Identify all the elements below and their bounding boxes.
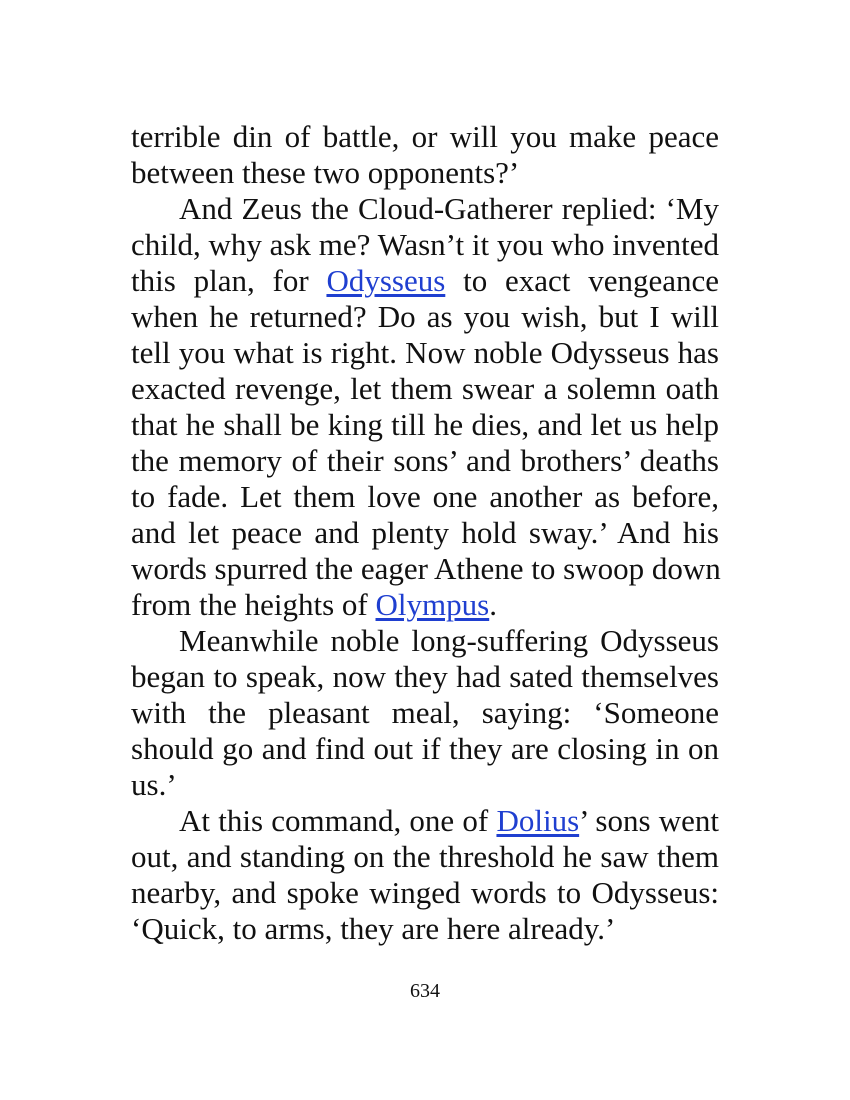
text-span: between these two opponents?’ [131,155,520,190]
text-line [131,803,719,839]
text-span: to fade. Let them love one another as before, [131,479,719,514]
text-span: . [489,587,497,622]
text-span: should go and find out if they are closing in on [131,731,719,766]
text-line [131,155,719,191]
text-span: At this command, one of [179,803,497,838]
text-span: tell you what is right. Now noble Odysseus has [131,335,719,370]
text-line [131,263,719,299]
page-number: 634 [410,980,440,1002]
text-span: when he returned? Do as you wish, but I will [131,299,719,334]
text-span: to exact vengeance [445,263,719,298]
text-span: the memory of their sons’ and brothers’ deaths [131,443,719,478]
text-line [131,371,719,407]
text-span: terrible din of battle, or will you make peace [131,119,719,154]
text-line [131,839,719,875]
text-line [131,587,719,623]
text-span: words spurred the eager Athene to swoop down [131,551,721,586]
text-line [131,443,719,479]
text-line [131,299,719,335]
text-span: with the pleasant meal, saying: ‘Someone [131,695,719,730]
text-line [131,875,719,911]
text-line [131,227,719,263]
text-line [131,695,719,731]
text-span: nearby, and spoke winged words to Odysseus: [131,875,719,910]
text-line [131,191,719,227]
text-line [131,479,719,515]
text-line [131,623,719,659]
body-text [131,119,719,947]
text-line [131,335,719,371]
text-span: ‘Quick, to arms, they are here already.’ [131,911,616,946]
text-line [131,911,719,947]
text-line [131,515,719,551]
text-span: from the heights of [131,587,376,622]
text-line [131,407,719,443]
text-span: began to speak, now they had sated themselves [131,659,719,694]
text-line [131,767,719,803]
text-span: us.’ [131,767,177,802]
text-line [131,731,719,767]
text-span: child, why ask me? Wasn’t it you who invented [131,227,719,262]
link-olympus[interactable]: Olympus [375,587,490,622]
text-span: exacted revenge, let them swear a solemn oath [131,371,719,406]
text-span: ’ sons went [579,803,719,838]
text-line [131,119,719,155]
text-span: out, and standing on the threshold he saw them [131,839,719,874]
text-span: and let peace and plenty hold sway.’ And his [131,515,719,550]
text-span: that he shall be king till he dies, and let us help [131,407,719,442]
link-odysseus[interactable]: Odysseus [326,263,446,298]
text-line [131,659,719,695]
text-line [131,551,719,587]
text-span: this plan, for [131,263,327,298]
text-span: And Zeus the Cloud-Gatherer replied: ‘My [179,191,719,226]
link-dolius[interactable]: Dolius [496,803,580,838]
text-span: Meanwhile noble long-suffering Odysseus [179,623,719,658]
